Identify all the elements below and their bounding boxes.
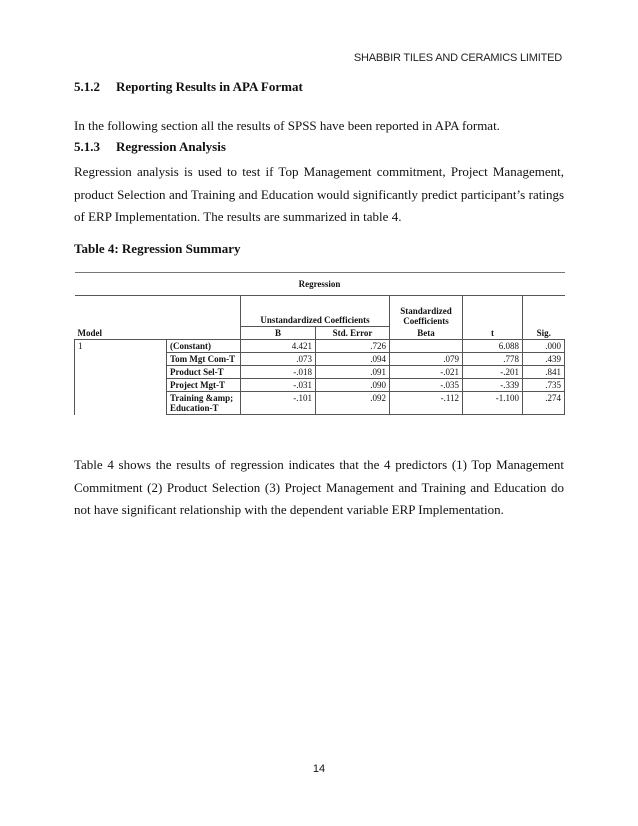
- t-group-cell: [463, 296, 523, 327]
- beta-cell: -.112: [390, 392, 463, 415]
- b-cell: 4.421: [241, 340, 316, 353]
- sig-cell: .841: [523, 366, 565, 379]
- t-cell: -.339: [463, 379, 523, 392]
- table-title: Regression: [75, 273, 565, 296]
- col-header-sig: Sig.: [523, 327, 565, 340]
- page-number: 14: [312, 763, 326, 775]
- col-header-b: B: [241, 327, 316, 340]
- predictor-cell: Training &amp; Education-T: [167, 392, 241, 415]
- std-error-cell: .090: [316, 379, 390, 392]
- std-error-cell: .094: [316, 353, 390, 366]
- t-cell: -1.100: [463, 392, 523, 415]
- model-number-cell: 1: [75, 340, 167, 415]
- conclusion-paragraph: Table 4 shows the results of regression indicates that the 4 predictors (1) Top Management Commitment (2) Product Selection (3) Project Management and Training and Education do not have significant relationship with the dependent variable ERP Implementation.: [74, 457, 564, 517]
- section-number: 5.1.2: [74, 79, 100, 94]
- section-heading-reporting: [74, 79, 303, 95]
- sig-cell: .000: [523, 340, 565, 353]
- regression-paragraph: Regression analysis is used to test if Top Management commitment, Project Management, product Selection and Training and Education would significantly predict participant’s ratings of ERP Implementation. The results are summarized in table 4.: [74, 164, 564, 224]
- col-header-model: Model: [77, 328, 102, 338]
- predictor-cell: Project Mgt-T: [167, 379, 241, 392]
- predictor-cell: (Constant): [167, 340, 241, 353]
- b-cell: -.018: [241, 366, 316, 379]
- b-cell: -.031: [241, 379, 316, 392]
- b-cell: .073: [241, 353, 316, 366]
- section-heading-regression: [74, 139, 226, 155]
- beta-cell: [390, 340, 463, 353]
- sig-cell: .274: [523, 392, 565, 415]
- section-number: 5.1.3: [74, 139, 100, 154]
- col-header-std-error: Std. Error: [316, 327, 390, 340]
- sig-cell: .735: [523, 379, 565, 392]
- sig-cell: .439: [523, 353, 565, 366]
- t-cell: .778: [463, 353, 523, 366]
- section-title: Regression Analysis: [116, 139, 226, 154]
- beta-cell: -.021: [390, 366, 463, 379]
- beta-cell: -.035: [390, 379, 463, 392]
- model-header-cell: [75, 296, 241, 340]
- std-error-cell: .726: [316, 340, 390, 353]
- t-cell: 6.088: [463, 340, 523, 353]
- section-title: Reporting Results in APA Format: [116, 79, 303, 94]
- standardized-header: Standardized Coefficients: [390, 296, 463, 327]
- beta-cell: .079: [390, 353, 463, 366]
- t-cell: -.201: [463, 366, 523, 379]
- std-error-cell: .091: [316, 366, 390, 379]
- sig-group-cell: [523, 296, 565, 327]
- col-header-t: t: [463, 327, 523, 340]
- predictor-cell: Tom Mgt Com-T: [167, 353, 241, 366]
- regression-table: [74, 272, 565, 415]
- col-header-beta: Beta: [390, 327, 463, 340]
- std-error-cell: .092: [316, 392, 390, 415]
- unstandardized-header: Unstandardized Coefficients: [241, 296, 390, 327]
- intro-paragraph: In the following section all the results of SPSS have been reported in APA format.: [74, 118, 500, 133]
- b-cell: -.101: [241, 392, 316, 415]
- predictor-cell: Product Sel-T: [167, 366, 241, 379]
- table-caption: Table 4: Regression Summary: [74, 241, 241, 256]
- running-header: SHABBIR TILES AND CERAMICS LIMITED: [353, 52, 562, 64]
